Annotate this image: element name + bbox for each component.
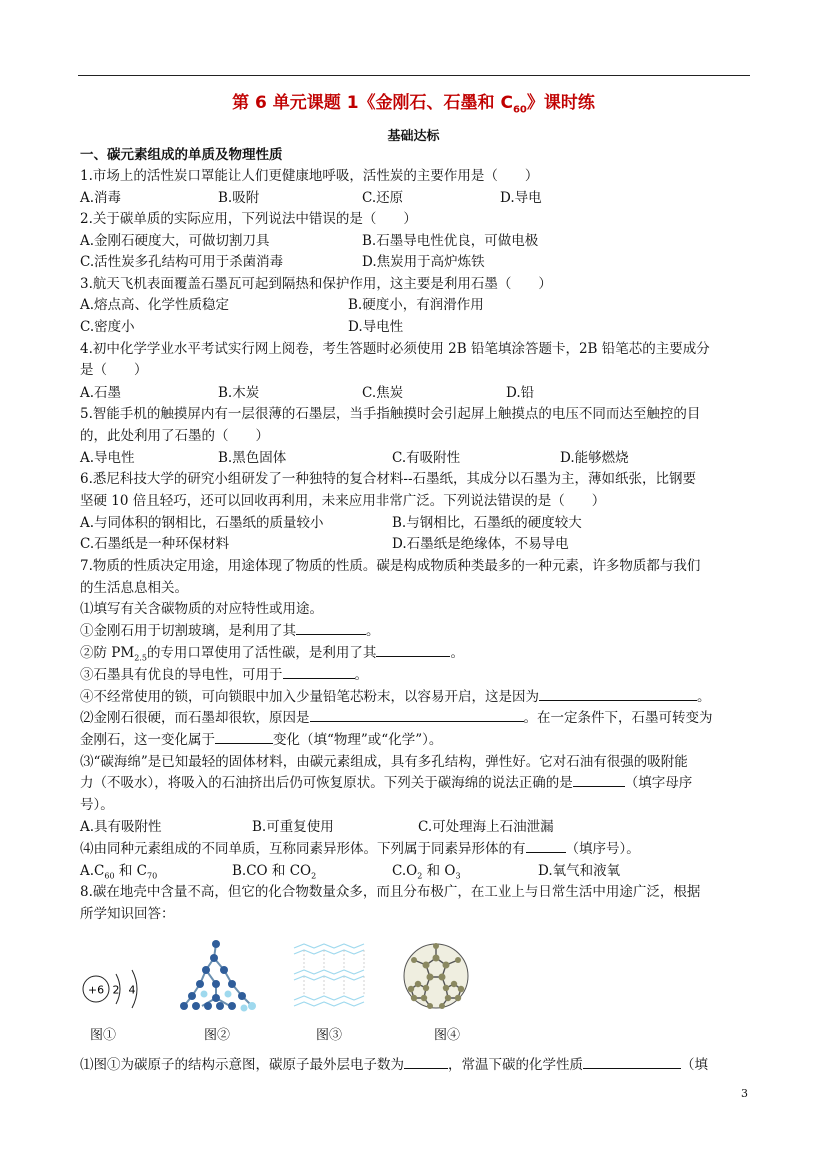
question-7-part1a: ①金刚石用于切割玻璃，是利用了其 。 — [80, 623, 380, 639]
question-7-part1d: ④不经常使用的锁，可向锁眼中加入少量铅笔芯粉末，以容易开启，这是因为 。 — [80, 689, 711, 705]
option: A.金刚石硬度大，可做切割刀具 — [80, 233, 270, 249]
question-3-stem: 3.航天飞机表面覆盖石墨瓦可起到隔热和保护作用，这主要是利用石墨（ ） — [80, 276, 552, 292]
option: C.还原 — [362, 190, 404, 206]
option: D.石墨纸是绝缘体，不易导电 — [392, 536, 569, 552]
question-8-stem-cont: 所学知识回答： — [80, 906, 175, 922]
question-7-stem: 7.物质的性质决定用途，用途体现了物质的性质。碳是构成物质种类最多的一种元素，许多物质都与我们 — [80, 558, 701, 574]
fullerene-c60-diagram — [398, 936, 474, 1016]
option: A.石墨 — [80, 385, 122, 401]
question-7-part2-cont: 金刚石，这一变化属于 变化（填“物理”或“化学”）。 — [80, 732, 443, 748]
question-7-part3-cont: 力（不吸水），将吸入的石油挤出后仍可恢复原状。下列关于碳海绵的说法正确的是 （填字母序 — [80, 775, 693, 791]
option: $C.O_2$ 和 $O_3$ — [392, 863, 461, 881]
figure-1-caption: 图① — [90, 1028, 117, 1043]
question-8-stem: 8.碳在地壳中含量不高，但它的化合物数量众多，而且分布极广，在工业上与日常生活中用途广泛，根据 — [80, 884, 701, 900]
figure-3-caption: 图③ — [316, 1028, 343, 1043]
option: B.硬度小，有润滑作用 — [348, 297, 484, 313]
option: D.焦炭用于高炉炼铁 — [362, 254, 485, 270]
question-7-part3: ⑶“碳海绵”是已知最轻的固体材料，由碳元素组成，具有多孔结构，弹性好。它对石油有很强的吸附能 — [80, 754, 688, 770]
question-6-stem: 6.悉尼科技大学的研究小组研发了一种独特的复合材料--石墨纸，其成分以石墨为主，薄如纸张，比钢要 — [80, 471, 697, 487]
question-7-part1b: ②防 $PM_{2.5}$的专用口罩使用了活性碳，是利用了其 。 — [80, 645, 464, 663]
option: D.能够燃烧 — [560, 450, 629, 466]
answer-blank — [283, 666, 355, 679]
page-number: 3 — [741, 1087, 748, 1100]
option: C.活性炭多孔结构可用于杀菌消毒 — [80, 254, 284, 270]
answer-blank — [539, 688, 697, 701]
answer-blank — [573, 774, 625, 787]
outer-shell-electrons: 4 — [128, 983, 136, 997]
option: A.与同体积的钢相比，石墨纸的质量较小 — [80, 515, 324, 531]
option: B.与钢相比，石墨纸的硬度较大 — [392, 515, 582, 531]
option: B.CO 和 $CO_2$ — [232, 863, 317, 881]
option: A.具有吸附性 — [80, 819, 162, 835]
option: C.密度小 — [80, 319, 135, 335]
option: C.有吸附性 — [392, 450, 461, 466]
option: C.焦炭 — [362, 385, 404, 401]
option: B.木炭 — [218, 385, 260, 401]
option: B.石墨导电性优良，可做电极 — [362, 233, 539, 249]
question-7-stem-cont: 的生活息息相关。 — [80, 580, 188, 596]
option: A.导电性 — [80, 450, 135, 466]
answer-blank — [526, 840, 566, 853]
option: B.可重复使用 — [252, 819, 334, 835]
answer-blank — [404, 1056, 448, 1069]
question-7-part1: ⑴填写有关含碳物质的对应特性或用途。 — [80, 601, 323, 617]
answer-blank — [215, 731, 273, 744]
carbon-atom-diagram — [80, 964, 170, 1014]
question-7-part1c: ③石墨具有优良的导电性，可用于 。 — [80, 667, 368, 683]
nucleus-charge-label: +6 — [87, 983, 105, 997]
question-4-stem: 4.初中化学学业水平考试实行网上阅卷，考生答题时必须使用 2B 铅笔填涂答题卡，2B 铅笔芯的主要成分 — [80, 341, 710, 357]
option: D.氧气和液氧 — [538, 863, 621, 879]
header-rule — [78, 75, 750, 76]
option: C.石墨纸是一种环保材料 — [80, 536, 230, 552]
question-4-stem-cont: 是（ ） — [80, 362, 148, 378]
inner-shell-electrons: 2 — [112, 983, 120, 997]
option: B.吸附 — [218, 190, 260, 206]
option: C.可处理海上石油泄漏 — [418, 819, 554, 835]
figure-2-caption: 图② — [204, 1028, 231, 1043]
option: D.铅 — [506, 385, 535, 401]
option: D.导电 — [500, 190, 542, 206]
question-6-stem-cont: 坚硬 10 倍且轻巧，还可以回收再利用，未来应用非常广泛。下列说法错误的是（ ） — [80, 493, 606, 509]
question-7-part4: ⑷由同种元素组成的不同单质，互称同素异形体。下列属于同素异形体的有 （填序号）。 — [80, 841, 640, 857]
answer-blank — [310, 709, 524, 722]
question-2-stem: 2.关于碳单质的实际应用，下列说法中错误的是（ ） — [80, 211, 417, 227]
answer-blank — [296, 622, 366, 635]
section-heading: 一、碳元素组成的单质及物理性质 — [80, 147, 283, 163]
page-title: 第 6 单元课题 1《金刚石、石墨和 $C_{60}$》课时练 — [232, 93, 595, 116]
question-7-part3-end: 号）。 — [80, 797, 114, 813]
question-7-part2: ⑵金刚石很硬，而石墨却很软，原因是 。在一定条件下，石墨可转变为 — [80, 710, 713, 726]
option: D.导电性 — [348, 319, 404, 335]
option: A.熔点高、化学性质稳定 — [80, 297, 230, 313]
graphite-structure-diagram — [290, 940, 372, 1018]
option: B.黑色固体 — [218, 450, 287, 466]
option: $A.C_{60}$ 和 $C_{70}$ — [80, 863, 158, 881]
question-8-part1: ⑴图①为碳原子的结构示意图，碳原子最外层电子数为 ，常温下碳的化学性质 （填 — [80, 1057, 708, 1073]
page-subtitle: 基础达标 — [387, 129, 440, 144]
question-5-stem-cont: 的，此处利用了石墨的（ ） — [80, 428, 269, 444]
question-5-stem: 5.智能手机的触摸屏内有一层很薄的石墨层，当手指触摸时会引起屏上触摸点的电压不同而达至触控的目 — [80, 406, 701, 422]
diamond-structure-diagram — [176, 936, 266, 1016]
option: A.消毒 — [80, 190, 122, 206]
figure-4-caption: 图④ — [434, 1028, 461, 1043]
question-1-stem: 1.市场上的活性炭口罩能让人们更健康地呼吸，活性炭的主要作用是（ ） — [80, 168, 539, 184]
answer-blank — [583, 1056, 681, 1069]
answer-blank — [376, 644, 450, 657]
